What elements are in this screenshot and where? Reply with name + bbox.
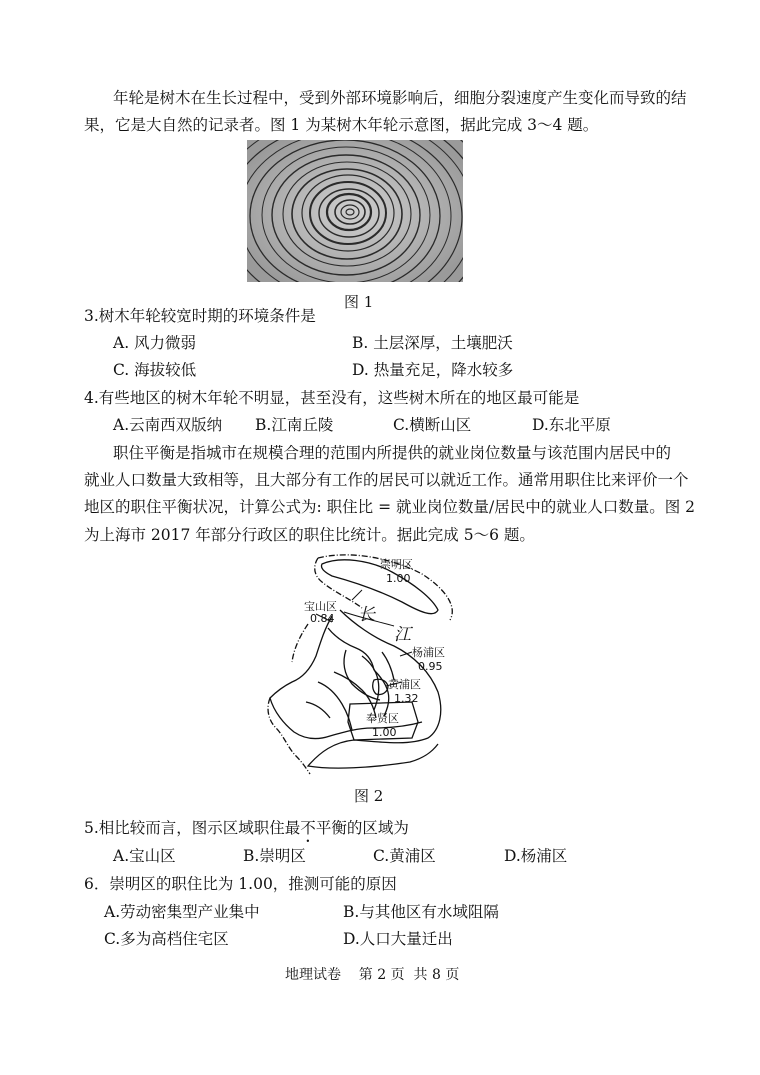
figure1-caption: 图 1	[344, 293, 374, 311]
intro2-line3: 地区的职住平衡状况，计算公式为: 职住比 = 就业岗位数量/居民中的就业人口数量。图 2	[84, 498, 696, 516]
district-label-fengxian: 奉贤区	[366, 712, 399, 725]
intro2-line4: 为上海市 2017 年部分行政区的职住比统计。据此完成 5～6 题。	[84, 526, 535, 544]
tree-ring-image	[247, 140, 463, 282]
district-ratio-chongming: 1.00	[386, 572, 411, 585]
intro1-line2: 果，它是大自然的记录者。图 1 为某树木年轮示意图，据此完成 3～4 题。	[84, 116, 599, 134]
district-ratio-fengxian: 1.00	[372, 726, 397, 739]
q3-option-a: A. 风力微弱	[113, 334, 197, 352]
figure2-caption: 图 2	[354, 787, 384, 805]
district-ratio-huangpu: 1.32	[394, 692, 419, 705]
intro2-line1: 职住平衡是指城市在规模合理的范围内所提供的就业岗位数量与该范围内居民中的	[113, 444, 672, 462]
q6-option-c: C.多为高档住宅区	[104, 930, 229, 948]
q5-option-d: D.杨浦区	[504, 847, 568, 865]
page-footer: 地理试卷 第 2 页 共 8 页	[285, 967, 460, 983]
q6-option-b: B.与其他区有水域阻隔	[343, 903, 499, 921]
intro1-line1: 年轮是树木在生长过程中，受到外部环境影响后，细胞分裂速度产生变化而导致的结	[113, 89, 687, 107]
district-ratio-yangpu: 0.95	[418, 660, 443, 673]
district-label-baoshan: 宝山区	[304, 600, 337, 613]
q6-option-d: D.人口大量迁出	[343, 930, 453, 948]
q4-option-b: B.江南丘陵	[255, 416, 334, 434]
q5-option-b: B.崇明区	[243, 847, 306, 865]
intro2-line2: 就业人口数量大致相等，且大部分有工作的居民可以就近工作。通常用职住比来评价一个	[84, 471, 689, 489]
river-char-jiang: 江	[394, 625, 411, 645]
q4-option-d: D.东北平原	[532, 416, 611, 434]
q6-stem: 6．崇明区的职住比为 1.00，推测可能的原因	[84, 875, 397, 893]
q4-option-c: C.横断山区	[393, 416, 472, 434]
district-label-chongming: 崇明区	[380, 558, 413, 571]
q3-stem: 3.树木年轮较宽时期的环境条件是	[84, 307, 316, 325]
q3-option-b: B. 土层深厚，土壤肥沃	[352, 334, 513, 352]
district-ratio-baoshan: 0.84	[310, 612, 335, 625]
q4-stem: 4.有些地区的树木年轮不明显，甚至没有，这些树木所在的地区最可能是	[84, 389, 580, 407]
q5-stem-after: 平衡的区域为	[315, 819, 409, 837]
q5-option-a: A.宝山区	[113, 847, 176, 865]
q5-option-c: C.黄浦区	[373, 847, 436, 865]
q5-stem	[84, 818, 409, 846]
shanghai-district-map	[262, 552, 472, 778]
river-char-chang: 长	[358, 605, 375, 625]
q5-stem-emphasis: 不	[300, 819, 316, 837]
district-label-yangpu: 杨浦区	[412, 646, 445, 659]
q3-option-d: D. 热量充足，降水较多	[352, 361, 514, 379]
q5-stem-before: 5.相比较而言，图示区域职住最	[84, 819, 301, 837]
q3-option-c: C. 海拔较低	[113, 361, 197, 379]
q6-option-a: A.劳动密集型产业集中	[104, 903, 260, 921]
q4-option-a: A.云南西双版纳	[113, 416, 223, 434]
district-label-huangpu: 黄浦区	[388, 678, 421, 691]
